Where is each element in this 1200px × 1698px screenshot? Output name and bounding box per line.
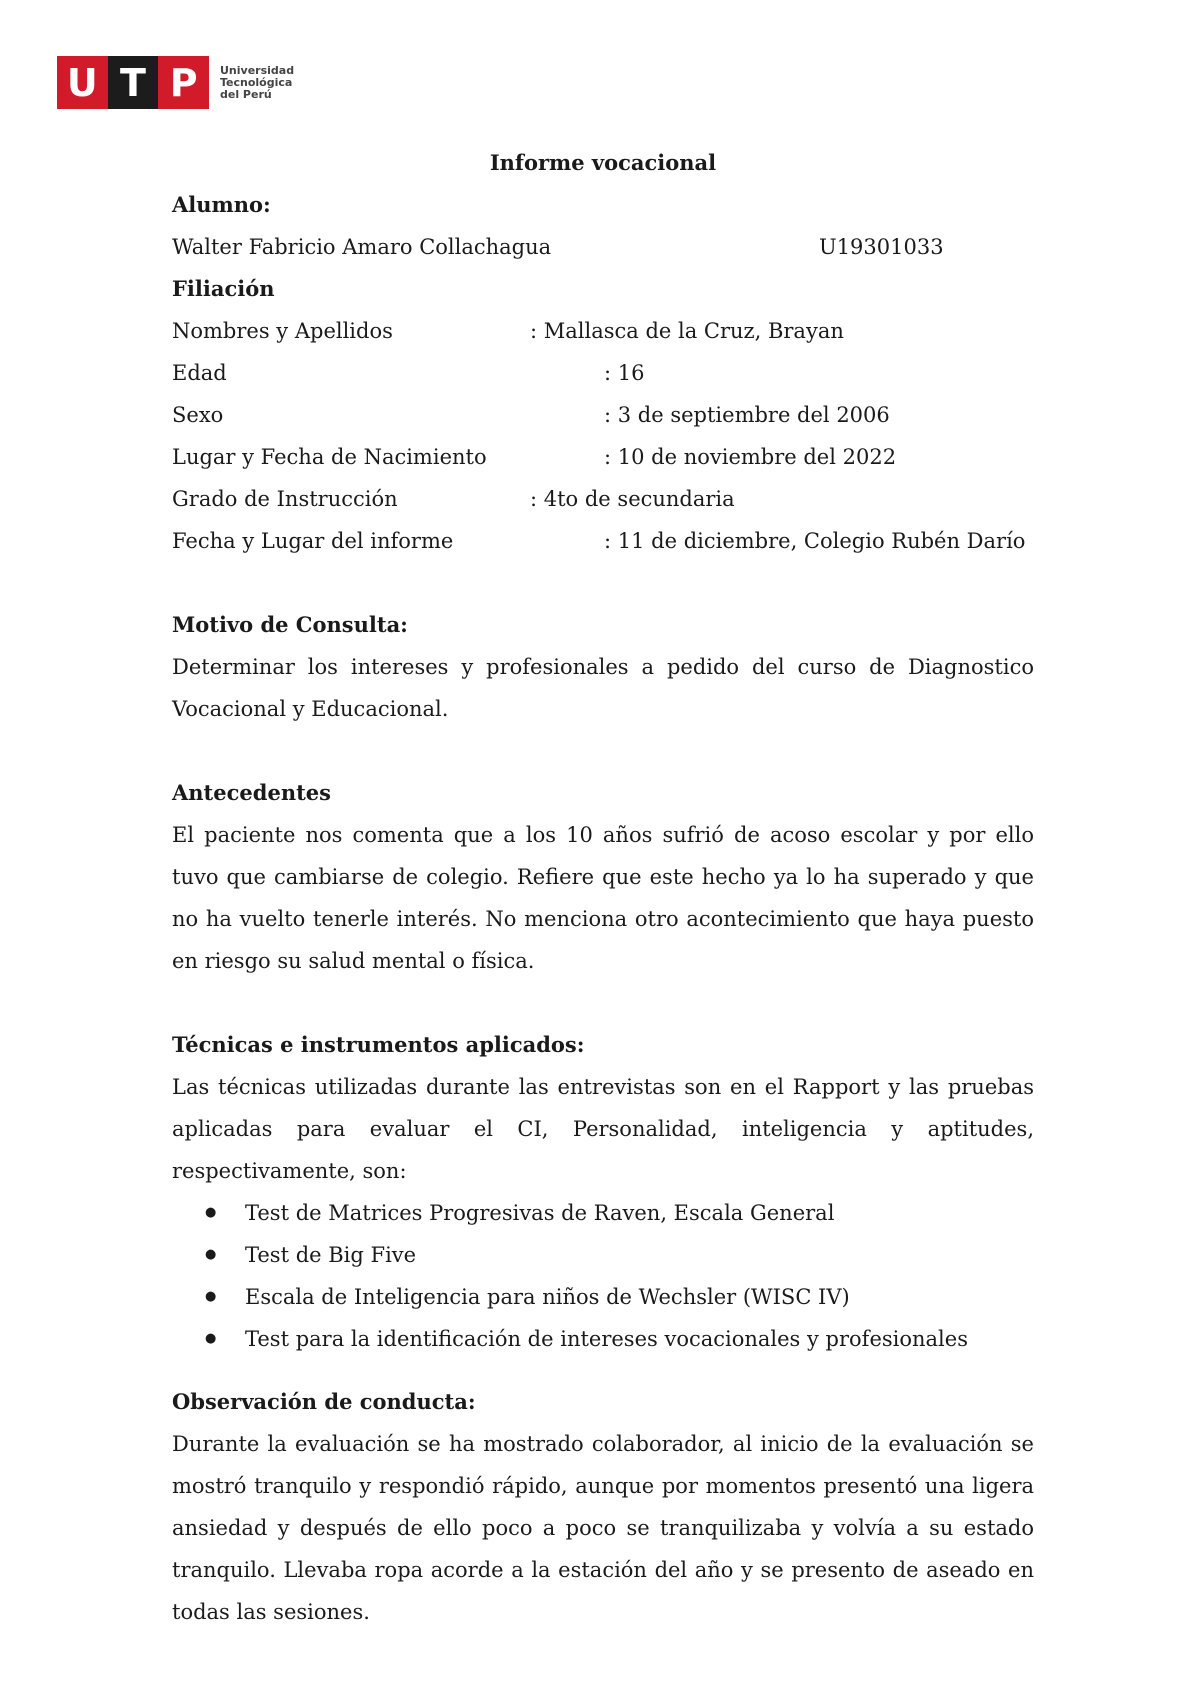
logo-letter-p: P <box>158 56 209 109</box>
logo-letter-t: T <box>108 56 159 109</box>
filiacion-heading: Filiación <box>172 276 275 301</box>
list-item: ● Test de Big Five <box>172 1234 1034 1276</box>
field-row <box>172 310 1034 352</box>
observacion-heading: Observación de conducta: <box>172 1389 476 1414</box>
field-row <box>172 520 1034 562</box>
alumno-code: U19301033 <box>819 235 944 259</box>
logo-text-line: del Perú <box>220 87 272 101</box>
field-label: Grado de Instrucción <box>172 487 398 511</box>
section-spacer <box>172 562 1034 604</box>
section-spacer <box>172 730 1034 772</box>
field-value: : 11 de diciembre, Colegio Rubén Darío <box>604 529 1026 553</box>
antecedentes-text: El paciente nos comenta que a los 10 años sufrió de acoso escolar y por ello tuvo que cambiarse de colegio. Refiere que este hecho ya lo ha superado y que no ha vuelto tenerle interés. No menciona otro acontecimiento que haya puesto en riesgo su salud mental o física. <box>172 823 1034 973</box>
utp-logo <box>57 56 294 109</box>
tecnicas-heading: Técnicas e instrumentos aplicados: <box>172 1032 585 1057</box>
motivo-text: Determinar los intereses y profesionales a pedido del curso de Diagnostico Vocacional y Educacional. <box>172 655 1034 721</box>
tecnicas-text: Las técnicas utilizadas durante las entrevistas son en el Rapport y las pruebas aplicadas para evaluar el CI, Personalidad, inteligencia y aptitudes, respectivamente, son: <box>172 1075 1034 1183</box>
alumno-label: Alumno: <box>172 192 271 217</box>
field-label: Sexo <box>172 403 224 427</box>
field-value: : Mallasca de la Cruz, Brayan <box>530 319 844 343</box>
field-value: : 3 de septiembre del 2006 <box>604 403 890 427</box>
field-label: Nombres y Apellidos <box>172 319 393 343</box>
antecedentes-heading: Antecedentes <box>172 780 331 805</box>
field-row <box>172 436 1034 478</box>
section-spacer <box>172 1360 1034 1381</box>
field-row <box>172 352 1034 394</box>
section-spacer <box>172 982 1034 1024</box>
document-title: Informe vocacional <box>489 150 717 175</box>
document-body <box>172 142 1034 1633</box>
field-label: Fecha y Lugar del informe <box>172 529 454 553</box>
motivo-heading: Motivo de Consulta: <box>172 612 408 637</box>
observacion-text: Durante la evaluación se ha mostrado colaborador, al inicio de la evaluación se mostró tranquilo y respondió rápido, aunque por momentos presentó una ligera ansiedad y después de ello poco a poco se tranquilizaba y volvía a su estado tranquilo. Llevaba ropa acorde a la estación del año y se presento de aseado en todas las sesiones. <box>172 1432 1034 1624</box>
list-item: ● Escala de Inteligencia para niños de Wechsler (WISC IV) <box>172 1276 1034 1318</box>
instrument-list <box>172 1192 1034 1360</box>
logo-text-line: Tecnológica <box>220 75 293 89</box>
logo-text-line: Universidad <box>220 63 295 77</box>
field-row <box>172 394 1034 436</box>
logo-institution-name <box>220 65 294 101</box>
field-value: : 10 de noviembre del 2022 <box>604 445 897 469</box>
logo-letter-u: U <box>57 56 108 109</box>
field-label: Lugar y Fecha de Nacimiento <box>172 445 487 469</box>
field-value: : 16 <box>604 361 645 385</box>
list-item: ● Test para la identificación de intereses vocacionales y profesionales <box>172 1318 1034 1360</box>
field-row <box>172 478 1034 520</box>
utp-logo-mark <box>57 56 209 109</box>
field-label: Edad <box>172 361 227 385</box>
alumno-name: Walter Fabricio Amaro Collachagua <box>172 235 552 259</box>
alumno-row <box>172 226 1034 268</box>
list-item: ● Test de Matrices Progresivas de Raven, Escala General <box>172 1192 1034 1234</box>
field-value: : 4to de secundaria <box>530 487 735 511</box>
